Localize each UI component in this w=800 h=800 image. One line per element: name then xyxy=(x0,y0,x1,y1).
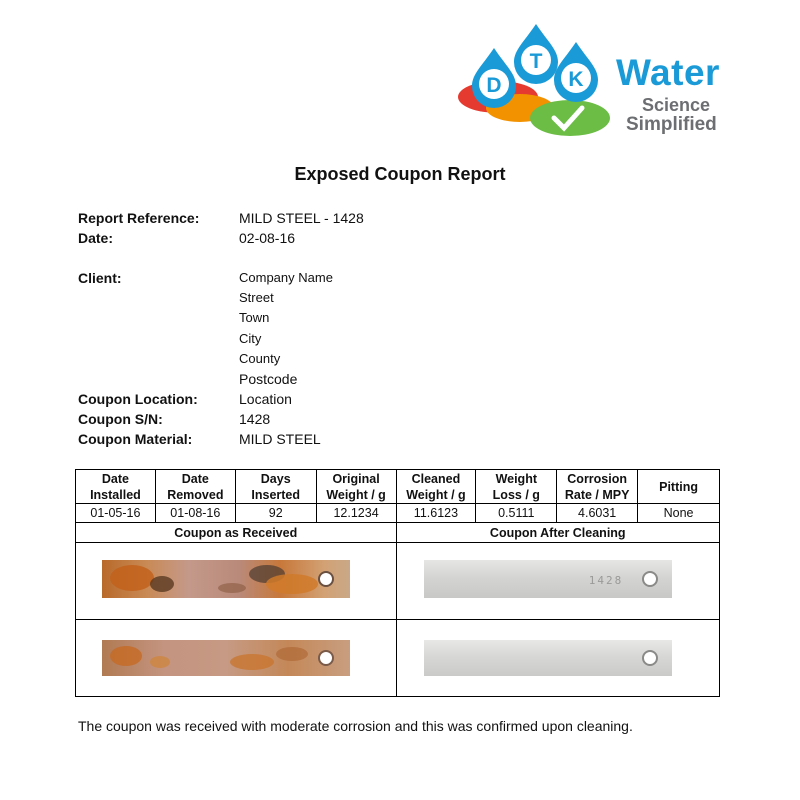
table-header-row xyxy=(76,470,720,504)
header-original-weight: Original Weight / g xyxy=(316,470,396,504)
header-corrosion-rate: Corrosion Rate / MPY xyxy=(557,470,638,504)
photo-row-1 xyxy=(76,543,720,620)
cell-cleaned-weight: 11.6123 xyxy=(396,504,476,523)
serial-number-label: Coupon S/N: xyxy=(78,411,163,427)
client-line-town: Town xyxy=(239,310,270,325)
photo-row-2 xyxy=(76,620,720,697)
header-cleaned-weight: Cleaned Weight / g xyxy=(396,470,476,504)
photo-header-row xyxy=(76,523,720,543)
logo-tagline-simplified: Simplified xyxy=(626,114,717,135)
client-line-county: County xyxy=(239,351,281,366)
material-value: MILD STEEL xyxy=(239,431,321,447)
client-line-company: Company Name xyxy=(239,270,333,285)
dtk-water-logo xyxy=(458,22,758,144)
client-line-city: City xyxy=(239,331,262,346)
date-label: Date: xyxy=(78,230,114,246)
conclusion-note: The coupon was received with moderate corrosion and this was confirmed upon cleaning. xyxy=(78,718,633,734)
reference-value: MILD STEEL - 1428 xyxy=(239,210,364,226)
coupon-cleaned-photo-2 xyxy=(424,640,672,676)
coupon-results-table xyxy=(75,469,720,697)
cell-original-weight: 12.1234 xyxy=(316,504,396,523)
coupon-received-photo-1 xyxy=(102,560,350,598)
serial-number-value: 1428 xyxy=(239,411,271,427)
coupon-after-cleaning-heading: Coupon After Cleaning xyxy=(396,523,720,543)
client-line-postcode: Postcode xyxy=(239,371,298,387)
coupon-stamp-number: 1428 xyxy=(588,574,623,587)
header-date-installed: Date Installed xyxy=(76,470,156,504)
report-title: Exposed Coupon Report xyxy=(294,164,506,184)
client-label: Client: xyxy=(78,270,122,286)
photo-cell-cleaned-1 xyxy=(396,543,720,620)
coupon-received-photo-2 xyxy=(102,640,350,676)
location-label: Coupon Location: xyxy=(78,391,198,407)
logo-letter-t: T xyxy=(529,50,543,73)
cell-corrosion-rate: 4.6031 xyxy=(557,504,638,523)
date-value: 02-08-16 xyxy=(239,230,296,246)
header-pitting: Pitting xyxy=(638,470,720,504)
material-label: Coupon Material: xyxy=(78,431,193,447)
cell-date-installed: 01-05-16 xyxy=(76,504,156,523)
coupon-cleaned-photo-1 xyxy=(424,560,672,598)
coupon-as-received-heading: Coupon as Received xyxy=(76,523,397,543)
cell-days-inserted: 92 xyxy=(235,504,316,523)
header-weight-loss: Weight Loss / g xyxy=(476,470,557,504)
cell-weight-loss: 0.5111 xyxy=(476,504,557,523)
cell-date-removed: 01-08-16 xyxy=(155,504,235,523)
location-value: Location xyxy=(239,391,292,407)
logo-word-water: Water xyxy=(616,52,720,93)
logo-letter-k: K xyxy=(568,68,584,91)
cell-pitting: None xyxy=(638,504,720,523)
photo-cell-received-2 xyxy=(76,620,397,697)
table-row xyxy=(76,504,720,523)
photo-cell-cleaned-2 xyxy=(396,620,720,697)
logo-tagline-science: Science xyxy=(642,95,711,115)
photo-cell-received-1 xyxy=(76,543,397,620)
client-line-street: Street xyxy=(239,290,274,305)
header-date-removed: Date Removed xyxy=(155,470,235,504)
logo-letter-d: D xyxy=(486,74,502,97)
reference-label: Report Reference: xyxy=(78,210,200,226)
header-days-inserted: Days Inserted xyxy=(235,470,316,504)
